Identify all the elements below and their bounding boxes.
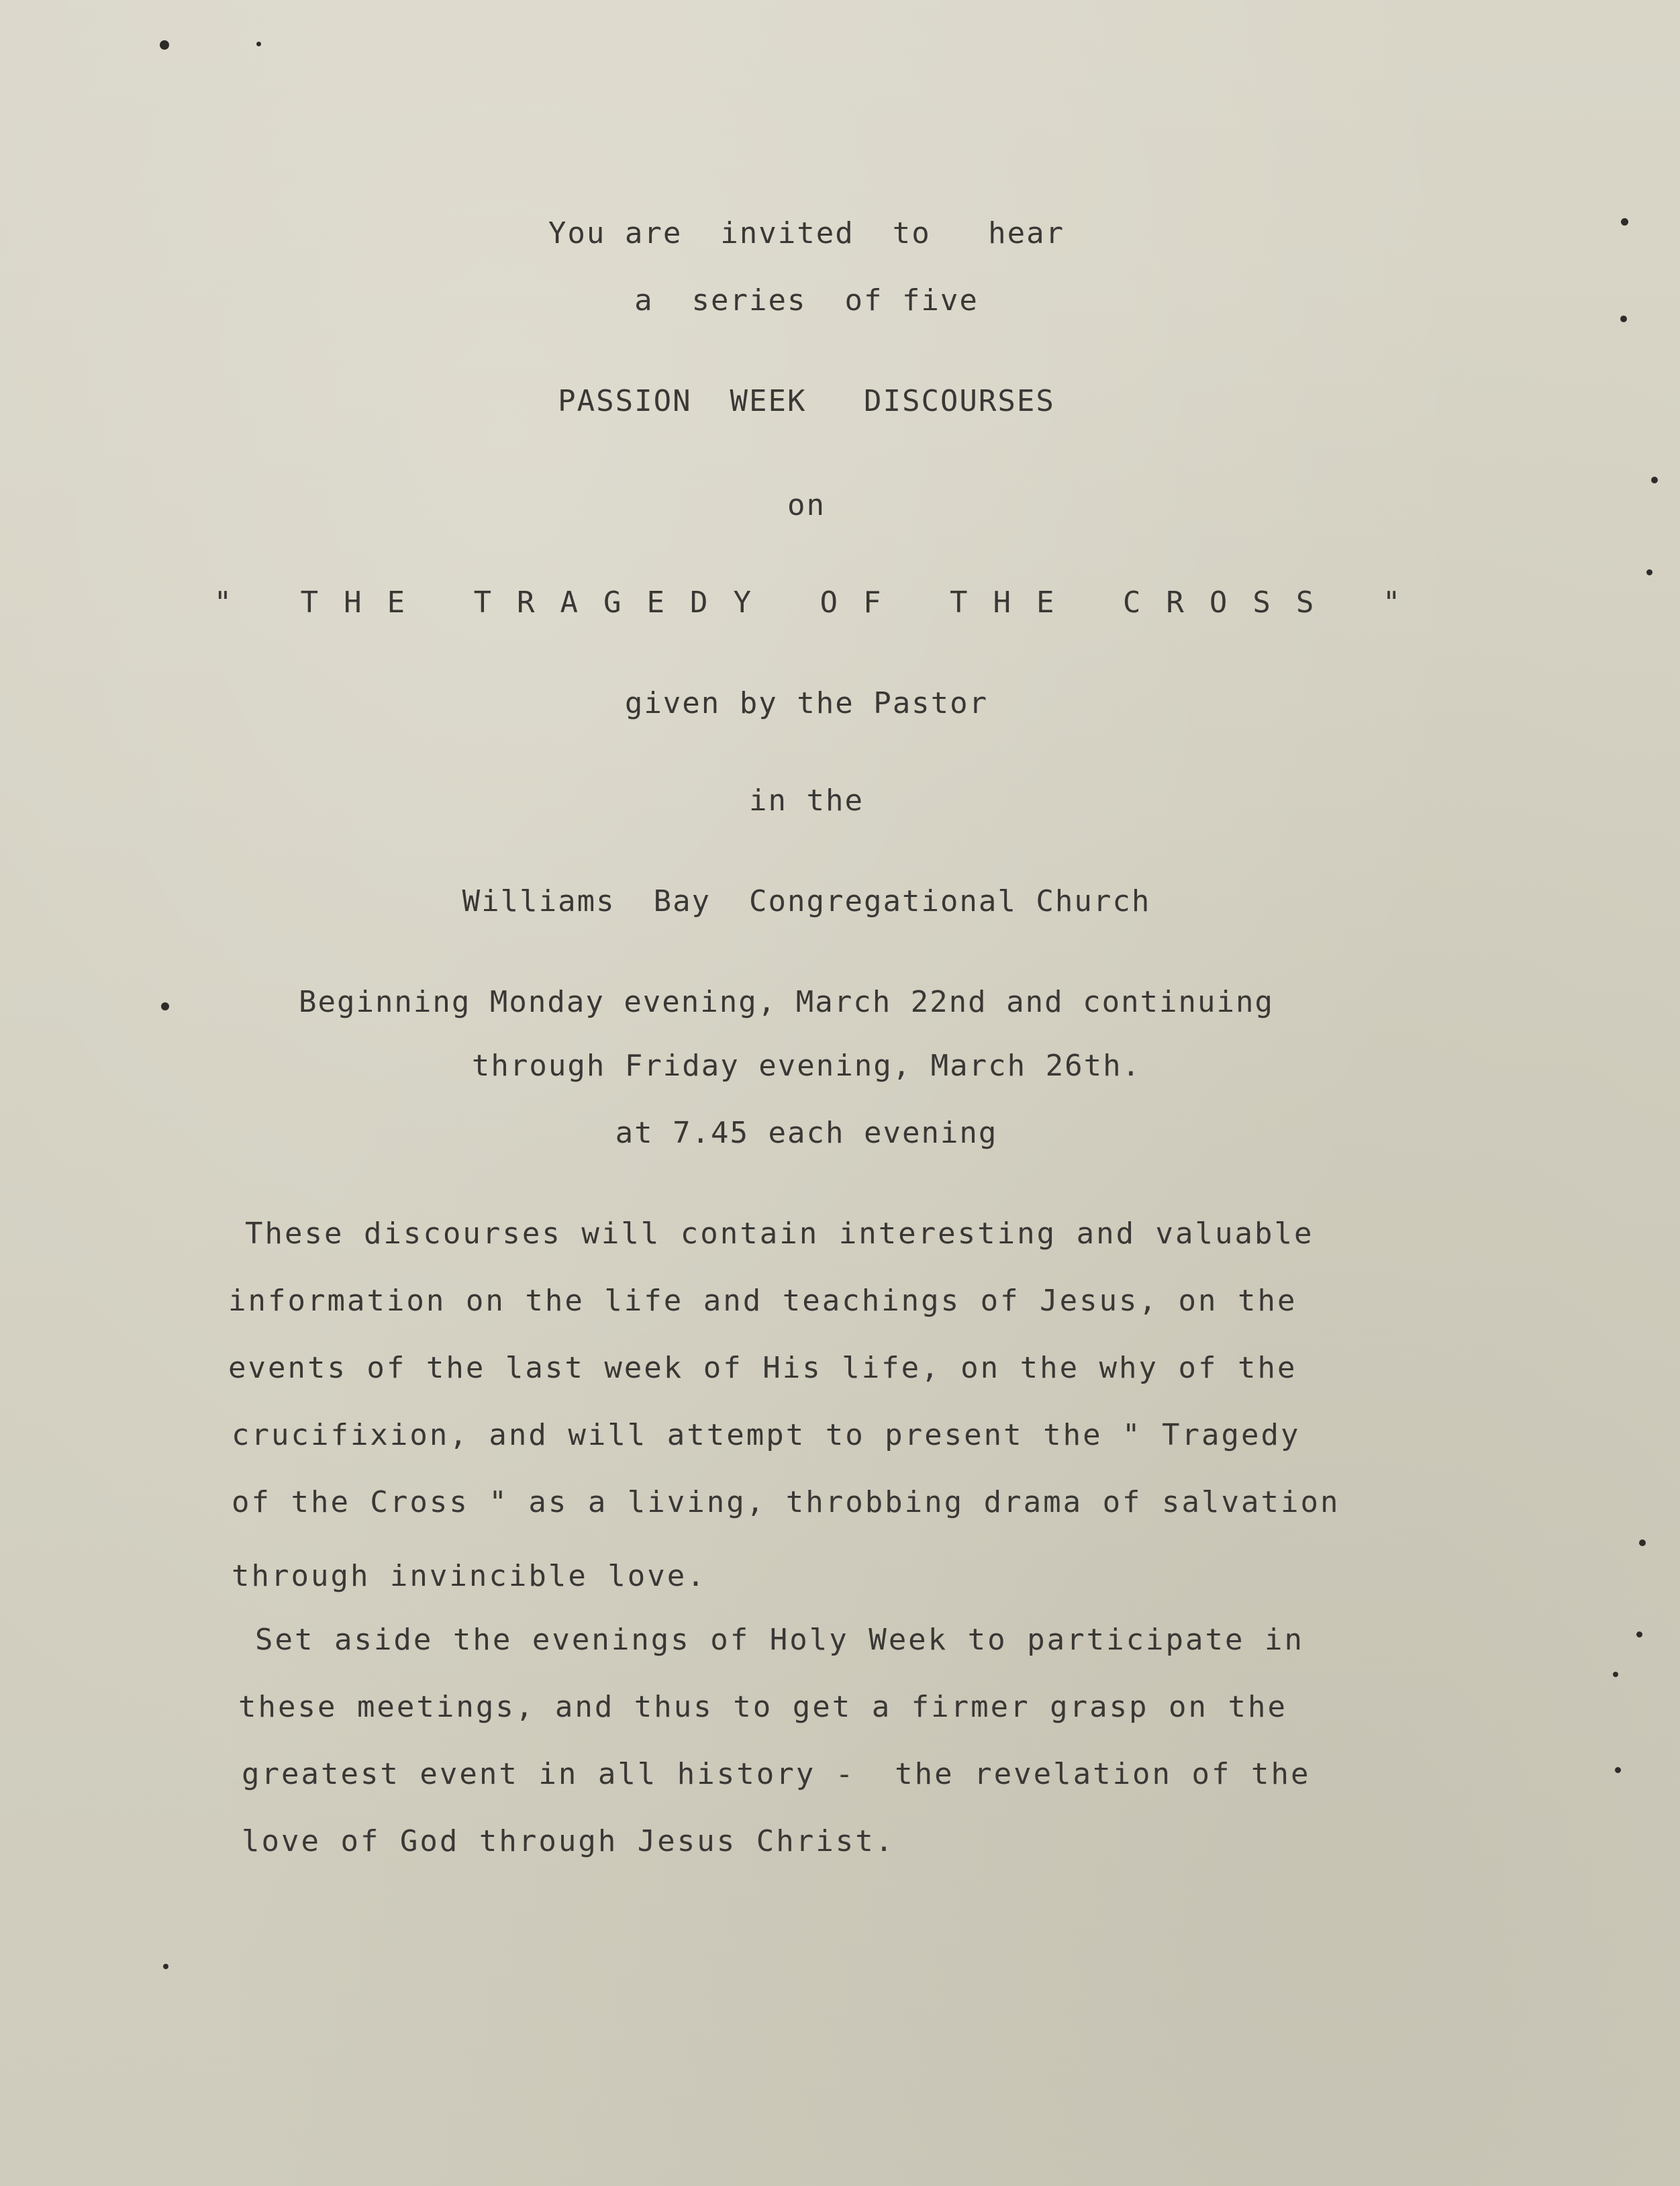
- paragraph-line: information on the life and teachings of Jesus, on the: [228, 1284, 1297, 1318]
- ink-speck: [1639, 1539, 1646, 1546]
- paragraph-line: Set aside the evenings of Holy Week to participate in: [255, 1623, 1304, 1657]
- paragraph-line: greatest event in all history - the revelation of the: [242, 1757, 1311, 1791]
- paragraph-line: crucifixion, and will attempt to present the " Tragedy: [232, 1418, 1301, 1452]
- paragraph-line: These discourses will contain interesting and valuable: [245, 1217, 1314, 1251]
- ink-speck: [1636, 1631, 1642, 1637]
- invitation-line: on: [787, 488, 826, 522]
- ink-speck: [163, 1964, 168, 1969]
- schedule-line: Beginning Monday evening, March 22nd and continuing: [298, 985, 1274, 1019]
- schedule-time: at 7.45 each evening: [615, 1116, 998, 1150]
- invitation-title: PASSION WEEK DISCOURSES: [558, 384, 1055, 418]
- sermon-series-title: " THE TRAGEDY OF THE CROSS ": [213, 585, 1426, 620]
- ink-speck: [1621, 218, 1628, 226]
- paragraph-line: these meetings, and thus to get a firmer grasp on the: [238, 1690, 1287, 1724]
- ink-speck: [161, 1002, 169, 1010]
- ink-speck: [1613, 1672, 1618, 1677]
- ink-speck: [1615, 1767, 1621, 1773]
- invitation-line: given by the Pastor: [624, 686, 989, 720]
- paragraph-line: love of God through Jesus Christ.: [242, 1824, 895, 1858]
- paragraph-line: through invincible love.: [232, 1559, 707, 1593]
- ink-speck: [256, 42, 261, 46]
- ink-speck: [1651, 477, 1658, 483]
- invitation-line: a series of five: [634, 283, 979, 318]
- ink-speck: [1646, 569, 1652, 575]
- invitation-line: in the: [749, 783, 864, 818]
- church-name: Williams Bay Congregational Church: [462, 884, 1151, 918]
- invitation-line: You are invited to hear: [548, 216, 1065, 250]
- paragraph-line: of the Cross " as a living, throbbing drama of salvation: [232, 1485, 1340, 1519]
- paragraph-line: events of the last week of His life, on the why of the: [228, 1351, 1297, 1385]
- schedule-line: through Friday evening, March 26th.: [471, 1049, 1142, 1083]
- ink-speck: [1620, 316, 1627, 322]
- ink-speck: [160, 40, 169, 50]
